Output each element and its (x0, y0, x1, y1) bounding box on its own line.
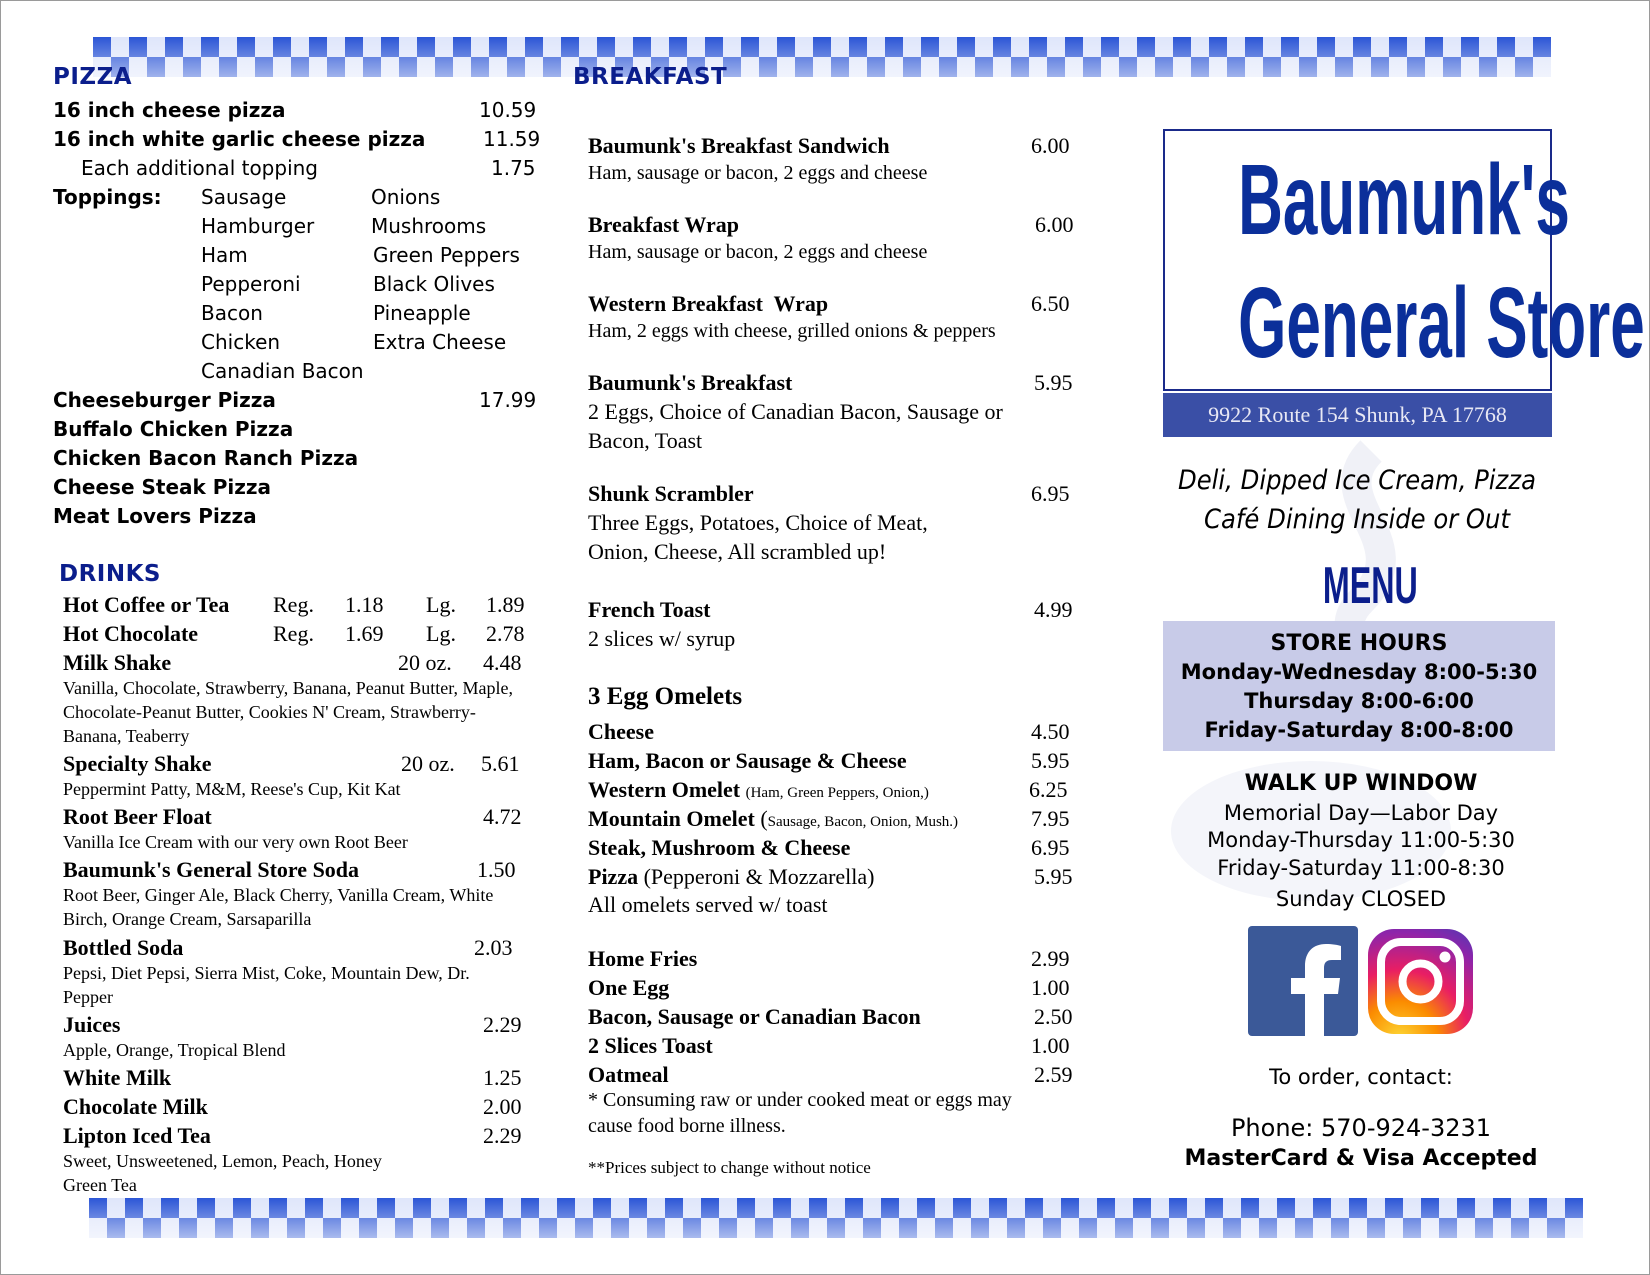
topping-item: Sausage (201, 185, 287, 209)
tagline-offerings: Deli, Dipped Ice Cream, Pizza (1178, 465, 1536, 496)
side-name: Home Fries (588, 946, 698, 971)
breakfast-item-price: 6.00 (1031, 133, 1070, 158)
topping-item: Green Peppers (373, 243, 520, 267)
omelet-name-text: Pizza (588, 864, 639, 889)
drink-name: Milk Shake (63, 650, 172, 675)
drink-description: Vanilla, Chocolate, Strawberry, Banana, Peanut Butter, Maple, Chocolate-Peanut Butter, Cookies N' Cream, Strawberry-Banana, Teaberry (63, 678, 513, 746)
breakfast-item-price: 6.95 (1031, 481, 1070, 506)
drink-name: Baumunk's General Store Soda (63, 857, 360, 882)
drink-price: 1.50 (477, 857, 516, 882)
omelet-note-line: All omelets served w/ toast (588, 892, 828, 917)
breakfast-item-price: 5.95 (1034, 370, 1073, 395)
drink-reg-label: Reg. (273, 621, 314, 646)
side-price: 2.99 (1031, 946, 1070, 971)
store-hours-line: Thursday 8:00-6:00 (1244, 689, 1474, 713)
drink-name: Hot Chocolate (63, 621, 199, 646)
drink-description: Peppermint Patty, M&M, Reese's Cup, Kit Kat (63, 779, 401, 799)
omelet-name-text: Mountain Omelet (588, 806, 755, 831)
drink-reg-label: Reg. (273, 592, 314, 617)
store-hours-box (1163, 621, 1555, 751)
omelet-name (588, 777, 929, 803)
omelet-note: (Ham, Green Peppers, Onion,) (745, 785, 929, 801)
breakfast-item-description: 2 slices w/ syrup (588, 626, 736, 651)
topping-item: Chicken (201, 330, 281, 354)
drink-description: Pepsi, Diet Pepsi, Sierra Mist, Coke, Mountain Dew, Dr. Pepper (63, 963, 470, 1007)
menu-title: MENU (1322, 557, 1418, 615)
order-contact-label: To order, contact: (1269, 1065, 1453, 1089)
drink-price: 2.03 (474, 935, 513, 960)
store-hours-line: Monday-Wednesday 8:00-5:30 (1180, 660, 1538, 684)
drink-description: Apple, Orange, Tropical Blend (63, 1040, 286, 1060)
topping-item: Mushrooms (371, 214, 487, 238)
topping-item: Bacon (201, 301, 263, 325)
checkered-border-top (93, 37, 1551, 77)
drink-name: Lipton Iced Tea (63, 1123, 211, 1148)
drink-reg-price: 1.69 (345, 621, 384, 646)
drink-name: Chocolate Milk (63, 1094, 208, 1119)
drink-price: 2.00 (483, 1094, 522, 1119)
omelet-price: 6.25 (1029, 777, 1068, 802)
topping-item: Extra Cheese (373, 330, 507, 354)
topping-item: Pineapple (373, 301, 471, 325)
drink-price: 4.72 (483, 804, 522, 829)
drink-reg-price: 1.18 (345, 592, 384, 617)
omelet-name: Cheese (588, 719, 654, 744)
drink-description: Vanilla Ice Cream with our very own Root Beer (63, 832, 408, 852)
store-hours-line: Friday-Saturday 8:00-8:00 (1204, 718, 1514, 742)
omelet-name: Steak, Mushroom & Cheese (588, 835, 851, 860)
payment-methods: MasterCard & Visa Accepted (1184, 1146, 1538, 1171)
side-price: 2.59 (1034, 1062, 1073, 1087)
walk-up-line: Sunday CLOSED (1275, 887, 1447, 911)
side-price: 1.00 (1031, 1033, 1070, 1058)
drink-description: Root Beer, Ginger Ale, Black Cherry, Vanilla Cream, White Birch, Orange Cream, Sarsaparilla (63, 885, 494, 929)
drink-description: Sweet, Unsweetened, Lemon, Peach, Honey Green Tea (63, 1151, 382, 1195)
drink-name: White Milk (63, 1065, 172, 1090)
tagline-dining: Café Dining Inside or Out (1204, 504, 1510, 535)
walk-up-line: Friday-Saturday 11:00-8:30 (1217, 856, 1505, 880)
specialty-pizza-name: Meat Lovers Pizza (53, 504, 257, 528)
pizza-item-name: 16 inch white garlic cheese pizza (53, 127, 426, 151)
breakfast-item-description: Ham, 2 eggs with cheese, grilled onions & peppers (588, 320, 996, 342)
drink-name: Juices (63, 1012, 121, 1037)
address-bar (1163, 393, 1552, 437)
side-name: Oatmeal (588, 1062, 669, 1087)
pizza-heading: PIZZA (53, 64, 133, 90)
breakfast-item-name: Shunk Scrambler (588, 481, 754, 506)
instagram-icon[interactable] (1368, 929, 1473, 1034)
breakfast-item-name: Western Breakfast Wrap (588, 291, 829, 316)
omelet-name: Ham, Bacon or Sausage & Cheese (588, 748, 907, 773)
side-price: 1.00 (1031, 975, 1070, 1000)
drink-size: 20 oz. (398, 650, 452, 675)
pizza-item-name: Each additional topping (81, 156, 319, 180)
drink-lg-price: 2.78 (486, 621, 525, 646)
food-safety-warning: * Consuming raw or under cooked meat or eggs may cause food borne illness. (588, 1089, 1012, 1137)
logo-line-store: General Store (1238, 267, 1645, 379)
breakfast-item-name: Breakfast Wrap (588, 212, 739, 237)
breakfast-item-description: Ham, sausage or bacon, 2 eggs and cheese (588, 241, 928, 263)
omelet-price: 6.95 (1031, 835, 1070, 860)
side-name: 2 Slices Toast (588, 1033, 713, 1058)
topping-item: Hamburger (201, 214, 315, 238)
drink-price: 1.25 (483, 1065, 522, 1090)
specialty-pizza-name: Cheeseburger Pizza (53, 388, 276, 412)
drinks-heading: DRINKS (59, 561, 161, 587)
pizza-item-name: 16 inch cheese pizza (53, 98, 286, 122)
topping-item: Ham (201, 243, 248, 267)
checkered-border-bottom (89, 1198, 1583, 1238)
drink-lg-label: Lg. (426, 621, 456, 646)
omelet-price: 7.95 (1031, 806, 1070, 831)
walk-up-line: Memorial Day—Labor Day (1223, 801, 1499, 825)
omelets-heading: 3 Egg Omelets (588, 683, 743, 710)
specialty-pizza-name: Chicken Bacon Ranch Pizza (53, 446, 359, 470)
price-notice: **Prices subject to change without notice (588, 1158, 871, 1177)
drink-name: Specialty Shake (63, 751, 212, 776)
topping-item: Pepperoni (201, 272, 301, 296)
pizza-item-price: 10.59 (479, 98, 537, 122)
drink-price: 4.48 (483, 650, 522, 675)
specialty-pizza-price: 17.99 (479, 388, 537, 412)
drink-name: Bottled Soda (63, 935, 184, 960)
breakfast-item-name: Baumunk's Breakfast (588, 370, 793, 395)
breakfast-item-price: 4.99 (1034, 597, 1073, 622)
topping-item: Onions (371, 185, 441, 209)
drink-price: 2.29 (483, 1012, 522, 1037)
breakfast-item-description: Three Eggs, Potatoes, Choice of Meat, Onion, Cheese, All scrambled up! (588, 510, 928, 564)
drink-lg-price: 1.89 (486, 592, 525, 617)
omelet-note: Sausage, Bacon, Onion, Mush.) (767, 814, 959, 830)
breakfast-item-price: 6.00 (1035, 212, 1074, 237)
drink-lg-label: Lg. (426, 592, 456, 617)
side-name: One Egg (588, 975, 670, 1000)
pizza-item-price: 1.75 (491, 156, 536, 180)
omelet-note: (Pepperoni & Mozzarella) (643, 864, 875, 889)
facebook-icon[interactable] (1248, 926, 1358, 1036)
specialty-pizza-name: Cheese Steak Pizza (53, 475, 272, 499)
store-logo (1163, 129, 1645, 391)
breakfast-item-name: Baumunk's Breakfast Sandwich (588, 133, 890, 158)
store-address: 9922 Route 154 Shunk, PA 17768 (1208, 402, 1507, 427)
logo-line-name: Baumunk's (1238, 144, 1570, 256)
side-price: 2.50 (1034, 1004, 1073, 1029)
omelet-price: 5.95 (1034, 864, 1073, 889)
drink-price: 2.29 (483, 1123, 522, 1148)
breakfast-item-description: 2 Eggs, Choice of Canadian Bacon, Sausage or Bacon, Toast (588, 399, 1003, 453)
toppings-label: Toppings: (53, 185, 162, 209)
side-name: Bacon, Sausage or Canadian Bacon (588, 1004, 921, 1029)
breakfast-item-name: French Toast (588, 597, 711, 622)
omelet-price: 4.50 (1031, 719, 1070, 744)
topping-item: Canadian Bacon (201, 359, 364, 383)
breakfast-item-price: 6.50 (1031, 291, 1070, 316)
omelet-note-open: ( (760, 806, 768, 831)
omelet-name (588, 806, 958, 832)
drink-size: 20 oz. (401, 751, 455, 776)
drink-name: Hot Coffee or Tea (63, 592, 230, 617)
topping-item: Black Olives (373, 272, 495, 296)
walk-up-line: Monday-Thursday 11:00-5:30 (1207, 828, 1515, 852)
drink-name: Root Beer Float (63, 804, 212, 829)
pizza-item-price: 11.59 (483, 127, 541, 151)
omelet-name-text: Western Omelet (588, 777, 741, 802)
drink-price: 5.61 (481, 751, 520, 776)
phone-number[interactable]: Phone: 570-924-3231 (1230, 1114, 1492, 1142)
omelet-name (588, 864, 875, 890)
omelet-price: 5.95 (1031, 748, 1070, 773)
store-hours-title: STORE HOURS (1270, 631, 1448, 656)
breakfast-heading: BREAKFAST (573, 64, 728, 90)
breakfast-item-description: Ham, sausage or bacon, 2 eggs and cheese (588, 162, 928, 184)
specialty-pizza-name: Buffalo Chicken Pizza (53, 417, 294, 441)
walk-up-window-title: WALK UP WINDOW (1244, 771, 1478, 796)
